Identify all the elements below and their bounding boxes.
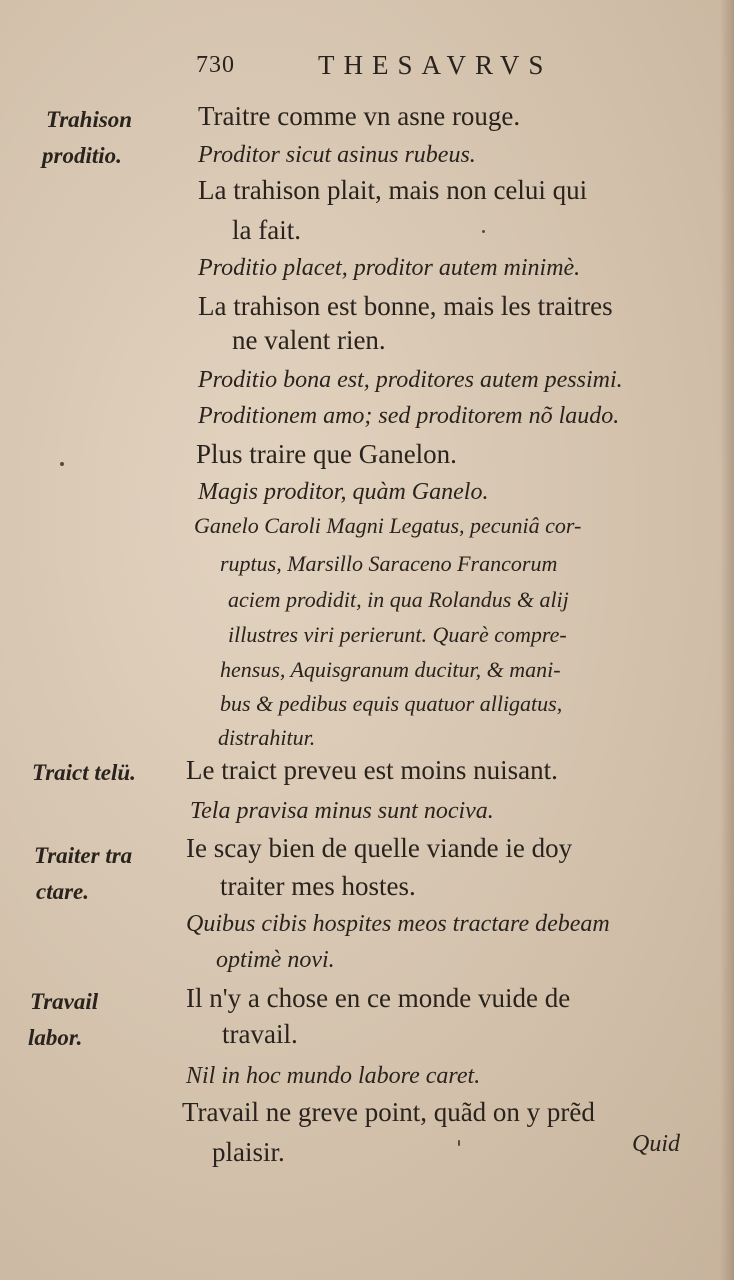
text-line: Ganelo Caroli Magni Legatus, pecuniâ cor-	[194, 513, 582, 538]
text-line: Travail ne greve point, quãd on y prẽd	[182, 1097, 595, 1127]
text-line: Proditio placet, proditor autem minimè.	[198, 255, 581, 281]
text-line: la fait.	[232, 215, 301, 245]
text-line: optimè novi.	[216, 947, 335, 973]
text-line: bus & pedibus equis quatuor alligatus,	[220, 691, 563, 716]
text-line: hensus, Aquisgranum ducitur, & mani-	[220, 657, 561, 682]
text-line: Proditio bona est, proditores autem pessimi.	[198, 367, 623, 393]
text-line: Proditor sicut asinus rubeus.	[198, 142, 476, 168]
text-line: Le traict preveu est moins nuisant.	[186, 755, 558, 785]
text-line: Plus traire que Ganelon.	[196, 439, 457, 469]
running-header	[196, 48, 656, 88]
margin-note: labor.	[28, 1025, 83, 1050]
margin-note: proditio.	[42, 143, 122, 168]
text-line: Quibus cibis hospites meos tractare debeam	[186, 911, 610, 937]
text-line: plaisir.	[212, 1137, 285, 1167]
text-line: Ie scay bien de quelle viande ie doy	[186, 833, 573, 863]
ink-speck	[482, 230, 485, 233]
text-line: distrahitur.	[218, 725, 316, 750]
margin-note: Traiter tra	[34, 843, 133, 868]
text-line: ne valent rien.	[232, 325, 386, 355]
text-line: Il n'y a chose en ce monde vuide de	[186, 983, 571, 1013]
text-line: Tela pravisa minus sunt nociva.	[190, 798, 494, 824]
text-line: travail.	[222, 1019, 298, 1049]
ink-speck	[458, 1140, 460, 1146]
running-title: THESAVRVS	[318, 50, 553, 80]
margin-note: Traict telü.	[32, 760, 136, 785]
ink-speck	[60, 462, 64, 466]
catchword: Quid	[632, 1131, 680, 1157]
text-line: La trahison est bonne, mais les traitres	[198, 291, 613, 321]
text-line: traiter mes hostes.	[220, 871, 416, 901]
margin-note: ctare.	[36, 879, 90, 904]
text-line: ruptus, Marsillo Saraceno Francorum	[220, 551, 558, 576]
text-line: Proditionem amo; sed proditorem nõ laudo.	[198, 403, 620, 429]
text-line: Traitre comme vn asne rouge.	[198, 101, 521, 131]
text-line: Magis proditor, quàm Ganelo.	[198, 479, 489, 505]
text-line: illustres viri perierunt. Quarè compre-	[228, 622, 567, 647]
margin-note: Trahison	[46, 107, 133, 132]
text-line: La trahison plait, mais non celui qui	[198, 175, 588, 205]
text-line: aciem prodidit, in qua Rolandus & alij	[228, 587, 569, 612]
margin-note: Travail	[30, 989, 99, 1014]
text-line: Nil in hoc mundo labore caret.	[186, 1063, 481, 1089]
page-number: 730	[196, 52, 235, 78]
